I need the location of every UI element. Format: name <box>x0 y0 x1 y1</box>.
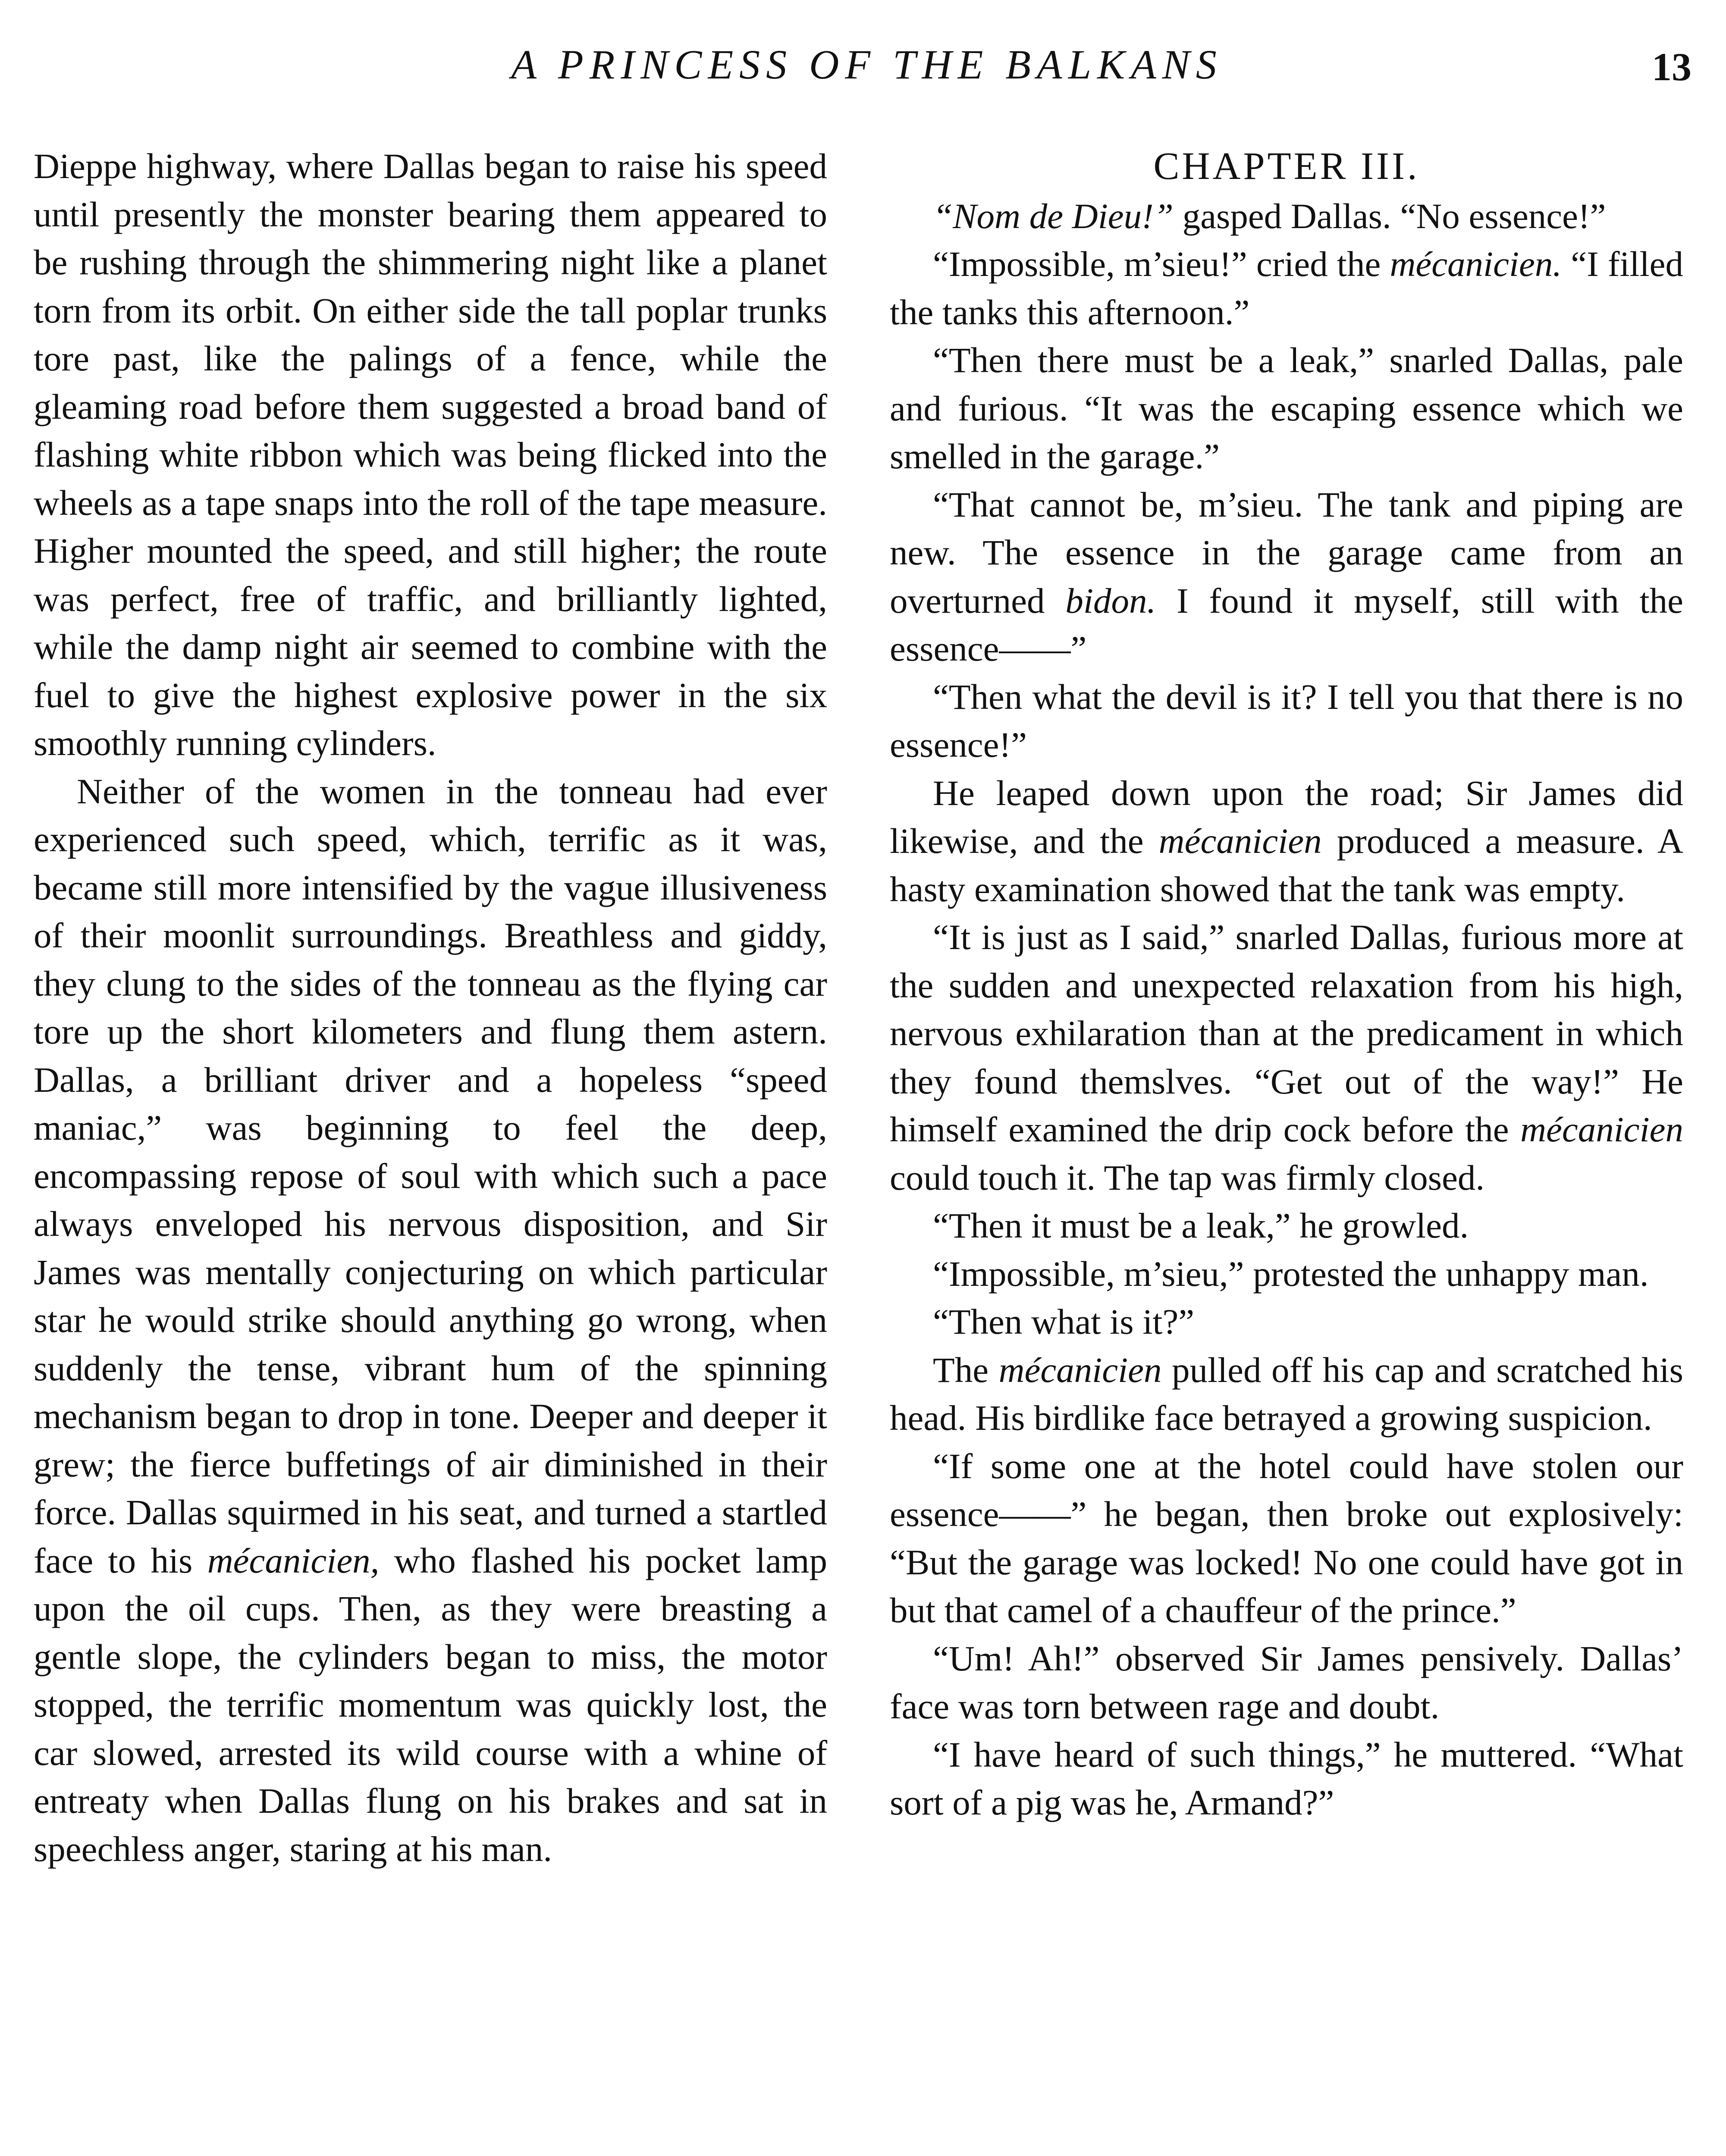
italic-term: mécanicien <box>998 1350 1162 1390</box>
text-segment: The <box>933 1350 999 1390</box>
body-paragraph <box>890 1635 1683 1731</box>
text-segment: I found it myself, still with the essence——” <box>890 580 1683 668</box>
italic-term: mécanicien <box>1158 821 1322 861</box>
running-title: A PRINCESS OF THE BALKANS <box>511 41 1223 88</box>
body-paragraph <box>890 769 1683 914</box>
text-segment: “Then there must be a leak,” snarled Dallas, pale and furious. “It was the escaping essence which we smelled in the garage.” <box>890 340 1683 476</box>
right-column <box>890 142 1683 1827</box>
italic-term: bidon. <box>1065 580 1156 620</box>
page-number: 13 <box>1652 45 1691 89</box>
body-paragraph <box>890 1442 1683 1635</box>
text-segment: produced a measure. A hasty examination showed that the tank was empty. <box>890 821 1683 909</box>
text-segment: “It is just as I said,” snarled Dallas, furious more at the sudden and unexpected relaxation from his high, nervous exhilaration than at the predicament in which they found themslves. “Get out of the way!” He himself examined the drip cock before the <box>890 917 1683 1149</box>
text-segment: “Impossible, m’sieu!” cried the <box>933 244 1390 284</box>
italic-term: “Nom de Dieu!” <box>933 196 1174 236</box>
body-paragraph <box>890 240 1683 336</box>
text-segment: “Then what is it?” <box>933 1302 1195 1341</box>
text-segment: “That cannot be, m’sieu. The tank and piping are new. The essence in the garage came from an overturned <box>890 484 1683 620</box>
body-paragraph <box>890 673 1683 769</box>
body-paragraph <box>890 192 1683 241</box>
body-paragraph <box>34 142 827 768</box>
text-segment: who flashed his pocket lamp upon the oil cups. Then, as they were breasting a gentle slope, the cylinders began to miss, the motor stopped, the terrific momentum was quickly lost, the car slowed, arrested its wild course with a whine of entreaty when Dallas flung on his brakes and sat in speechless anger, staring at his man. <box>34 1540 827 1869</box>
body-paragraph <box>890 1250 1683 1298</box>
text-segment: Dieppe highway, where Dallas began to raise his speed until presently the monster bearing them appeared to be rushing through the shimmering night like a planet torn from its orbit. On either side the tall poplar trunks tore past, like the palings of a fence, while the gleaming road before them suggested a broad band of flashing white ribbon which was being flicked into the wheels as a tape snaps into the roll of the tape measure. Higher mounted the speed, and still higher; the route was perfect, free of traffic, and brilliantly lighted, while the damp night air seemed to combine with the fuel to give the highest explosive power in the six smoothly running cylinders. <box>34 146 827 763</box>
text-segment: “If some one at the hotel could have stolen our essence——” he began, then broke out explosively: “But the garage was locked! No one could have got in but that camel of a chauffeur of the prince.” <box>890 1446 1683 1630</box>
text-segment: “I have heard of such things,” he muttered. “What sort of a pig was he, Armand?” <box>890 1734 1683 1822</box>
body-paragraph <box>890 336 1683 481</box>
text-segment: could touch it. The tap was firmly closed. <box>890 1157 1485 1197</box>
body-paragraph <box>890 913 1683 1202</box>
body-paragraph <box>890 481 1683 673</box>
text-segment: gasped Dallas. “No essence!” <box>1173 196 1606 236</box>
text-segment: “Um! Ah!” observed Sir James pensively. Dallas’ face was torn between rage and doubt. <box>890 1638 1683 1726</box>
body-paragraph <box>34 768 827 1874</box>
left-column <box>34 142 827 1873</box>
text-segment: “Then it must be a leak,” he growled. <box>933 1206 1469 1245</box>
text-segment: “Then what the devil is it? I tell you that there is no essence!” <box>890 677 1683 765</box>
italic-term: mécanicien. <box>1390 244 1562 284</box>
text-segment: pulled off his cap and scratched his head. His birdlike face betrayed a growing suspicion. <box>890 1350 1683 1438</box>
body-paragraph <box>890 1298 1683 1346</box>
text-segment: “Impossible, m’sieu,” protested the unhappy man. <box>933 1253 1649 1294</box>
italic-term: mécanicien, <box>207 1540 380 1580</box>
body-paragraph <box>890 1346 1683 1442</box>
chapter-heading: CHAPTER III. <box>1153 145 1420 188</box>
text-segment: Neither of the women in the tonneau had ever experienced such speed, which, terrific as it was, became still more intensified by the vague illusiveness of their moonlit surroundings. Breathless and giddy, they clung to the sides of the tonneau as the flying car tore up the short kilometers and flung them astern. Dallas, a brilliant driver and a hopeless “speed maniac,” was beginning to feel the deep, encompassing repose of soul with which such a pace always enveloped his nervous disposition, and Sir James was mentally conjecturing on which particular star he would strike should anything go wrong, when suddenly the tense, vibrant hum of the spinning mechanism began to drop in tone. Deeper and deeper it grew; the fierce buffetings of air diminished in their force. Dallas squirmed in his seat, and turned a startled face to his <box>34 771 827 1580</box>
body-paragraph <box>890 1202 1683 1250</box>
body-paragraph <box>890 1731 1683 1827</box>
text-segment: He leaped down upon the road; Sir James did likewise, and the <box>890 773 1683 861</box>
italic-term: mécanicien <box>1520 1109 1683 1149</box>
text-segment: “I filled the tanks this afternoon.” <box>890 244 1683 332</box>
